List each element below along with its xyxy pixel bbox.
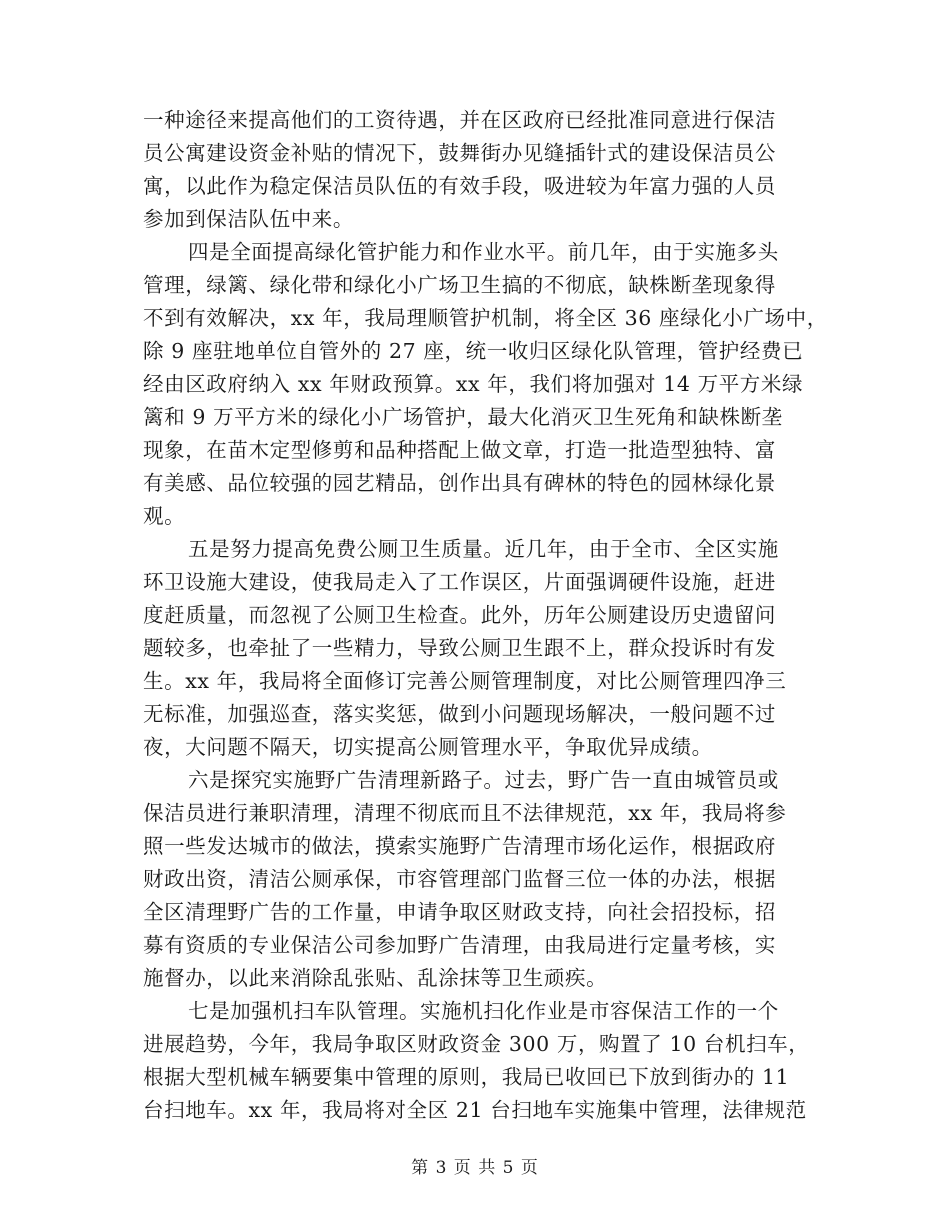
text-line: 五是努力提高免费公厕卫生质量。近几年，由于全市、全区实施 [188, 537, 779, 561]
text-line: 参加到保洁队伍中来。 [143, 207, 354, 231]
text-line: 员公寓建设资金补贴的情况下，鼓舞街办见缝插针式的建设保洁员公 [143, 141, 776, 165]
text-line: 寓，以此作为稳定保洁员队伍的有效手段，吸进较为年富力强的人员 [143, 174, 776, 198]
page-footer: 第 3 页 共 5 页 [411, 1158, 539, 1178]
text-line: 除 9 座驻地单位自管外的 27 座，统一收归区绿化队管理，管护经费已 [143, 339, 804, 363]
text-line: 夜，大问题不隔天，切实提高公厕管理水平，争取优异成绩。 [143, 735, 713, 759]
text-line: 财政出资，清洁公厕承保，市容管理部门监督三位一体的办法，根据 [143, 867, 776, 891]
text-line: 进展趋势，今年，我局争取区财政资金 300 万，购置了 10 台机扫车， [143, 1032, 810, 1056]
text-line: 七是加强机扫车队管理。实施机扫化作业是市容保洁工作的一个 [188, 999, 779, 1023]
text-line: 题较多，也牵扯了一些精力，导致公厕卫生跟不上，群众投诉时有发 [143, 636, 776, 660]
text-line: 观。 [143, 504, 186, 528]
text-line: 现象，在苗木定型修剪和品种搭配上做文章，打造一批造型独特、富 [143, 438, 776, 462]
text-line: 四是全面提高绿化管护能力和作业水平。前几年，由于实施多头 [188, 240, 779, 264]
text-line: 有美感、品位较强的园艺精品，创作出具有碑林的特色的园林绿化景 [143, 471, 776, 495]
text-line: 不到有效解决，xx 年，我局理顺管护机制，将全区 36 座绿化小广场中， [143, 306, 828, 330]
text-line: 环卫设施大建设，使我局走入了工作误区，片面强调硬件设施，赶进 [143, 570, 776, 594]
text-line: 照一些发达城市的做法，摸索实施野广告清理市场化运作，根据政府 [143, 834, 776, 858]
text-line: 经由区政府纳入 xx 年财政预算。xx 年，我们将加强对 14 万平方米绿 [143, 372, 804, 396]
text-line: 一种途径来提高他们的工资待遇，并在区政府已经批准同意进行保洁 [143, 108, 776, 132]
text-line: 施督办，以此来消除乱张贴、乱涂抹等卫生顽疾。 [143, 966, 608, 990]
body-text [143, 104, 828, 1127]
text-line: 管理，绿篱、绿化带和绿化小广场卫生搞的不彻底，缺株断垄现象得 [143, 273, 776, 297]
text-line: 六是探究实施野广告清理新路子。过去，野广告一直由城管员或 [188, 768, 779, 792]
text-line: 根据大型机械车辆要集中管理的原则，我局已收回已下放到街办的 11 [143, 1065, 790, 1089]
text-line: 度赶质量，而忽视了公厕卫生检查。此外，历年公厕建设历史遗留问 [143, 603, 776, 627]
text-line: 保洁员进行兼职清理，清理不彻底而且不法律规范，xx 年，我局将参 [143, 801, 787, 825]
text-line: 生。xx 年，我局将全面修订完善公厕管理制度，对比公厕管理四净三 [143, 669, 787, 693]
text-line: 篱和 9 万平方米的绿化小广场管护，最大化消灭卫生死角和缺株断垄 [143, 405, 783, 429]
text-line: 募有资质的专业保洁公司参加野广告清理，由我局进行定量考核，实 [143, 933, 776, 957]
text-line: 无标准，加强巡查，落实奖惩，做到小问题现场解决，一般问题不过 [143, 702, 776, 726]
text-line: 台扫地车。xx 年，我局将对全区 21 台扫地车实施集中管理，法律规范 [143, 1098, 807, 1122]
text-line: 全区清理野广告的工作量，申请争取区财政支持，向社会招投标，招 [143, 900, 776, 924]
